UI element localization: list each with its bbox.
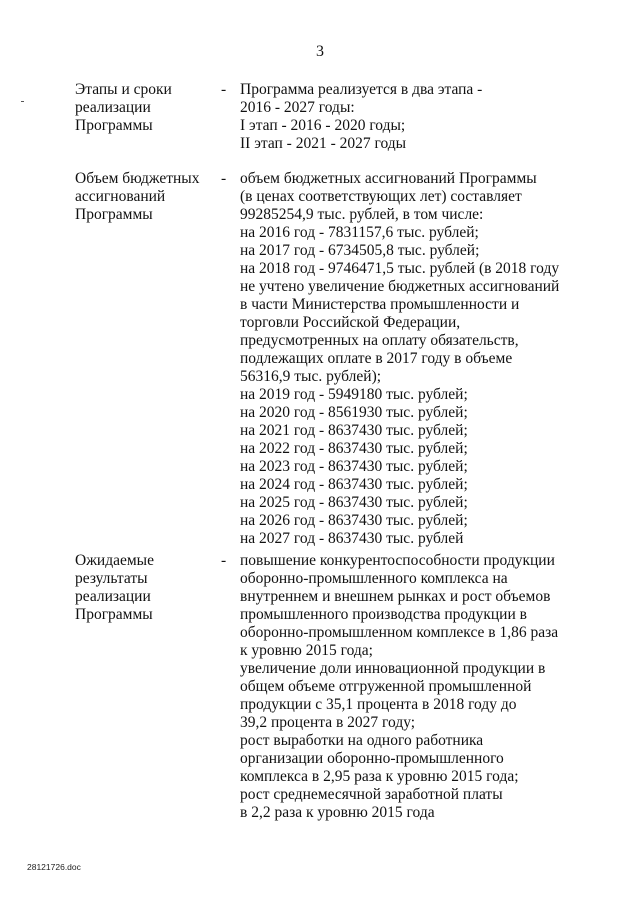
content-line: на 2021 год - 8637430 тыс. рублей; [240,422,468,439]
content-line: на 2018 год - 9746471,5 тыс. рублей (в 2018 году [240,260,560,277]
content-line: на 2020 год - 8561930 тыс. рублей; [240,404,468,421]
page-number: 3 [316,43,324,60]
section-label [75,552,215,624]
content-line: на 2027 год - 8637430 тыс. рублей [240,530,464,547]
section-dash: - [221,170,227,187]
label-line: реализации [75,99,151,116]
content-line: II этап - 2021 - 2027 годы [240,135,407,152]
label-line: Объем бюджетных [75,170,200,187]
label-line: Программы [75,606,153,623]
label-line: результаты [75,570,148,587]
section-content [240,170,630,548]
file-name-footer: 28121726.doc [27,862,81,872]
content-line: на 2022 год - 8637430 тыс. рублей; [240,440,468,457]
content-line: продукции с 35,1 процента в 2018 году до [240,696,517,713]
content-line: к уровню 2015 года; [240,642,373,659]
content-line: оборонно-промышленного комплекса на [240,570,508,587]
content-line: на 2019 год - 5949180 тыс. рублей; [240,386,468,403]
label-line: реализации [75,588,151,605]
section-label [75,81,215,135]
content-line: на 2024 год - 8637430 тыс. рублей; [240,476,468,493]
section-label [75,170,215,224]
margin-mark [21,101,24,102]
content-line: общем объеме отгруженной промышленной [240,678,532,695]
content-line: торговли Российской Федерации, [240,314,461,331]
content-line: рост выработки на одного работника [240,732,484,749]
section-content [240,552,630,822]
label-line: Программы [75,206,153,223]
label-line: Программы [75,117,153,134]
content-line: оборонно-промышленном комплексе в 1,86 раза [240,624,559,641]
content-line: в части Министерства промышленности и [240,296,520,313]
content-line: объем бюджетных ассигнований Программы [240,170,537,187]
content-line: на 2025 год - 8637430 тыс. рублей; [240,494,468,511]
content-line: на 2023 год - 8637430 тыс. рублей; [240,458,468,475]
content-line: внутреннем и внешнем рынках и рост объемов [240,588,551,605]
content-line: Программа реализуется в два этапа - [240,81,483,98]
label-line: Этапы и сроки [75,81,172,98]
content-line: I этап - 2016 - 2020 годы; [240,117,406,134]
content-line: в 2,2 раза к уровню 2015 года [240,804,435,821]
label-line: Ожидаемые [75,552,154,569]
label-line: ассигнований [75,188,166,205]
content-line: на 2017 год - 6734505,8 тыс. рублей; [240,242,480,259]
content-line: на 2026 год - 8637430 тыс. рублей; [240,512,468,529]
section-dash: - [221,552,227,569]
content-line: на 2016 год - 7831157,6 тыс. рублей; [240,224,479,241]
content-line: 56316,9 тыс. рублей); [240,368,382,385]
content-line: (в ценах соответствующих лет) составляет [240,188,522,205]
content-line: 2016 - 2027 годы: [240,99,355,116]
content-line: увеличение доли инновационной продукции в [240,660,546,677]
section-dash: - [221,81,227,98]
content-line: организации оборонно-промышленного [240,750,504,767]
content-line: повышение конкурентоспособности продукции [240,552,555,569]
content-line: подлежащих оплате в 2017 году в объеме [240,350,513,367]
content-line: рост среднемесячной заработной платы [240,786,503,803]
section-content [240,81,630,153]
content-line: 99285254,9 тыс. рублей, в том числе: [240,206,484,223]
content-line: предусмотренных на оплату обязательств, [240,332,519,349]
content-line: промышленного производства продукции в [240,606,527,623]
content-line: не учтено увеличение бюджетных ассигнований [240,278,560,295]
content-line: 39,2 процента в 2027 году; [240,714,416,731]
content-line: комплекса в 2,95 раза к уровню 2015 года; [240,768,519,785]
